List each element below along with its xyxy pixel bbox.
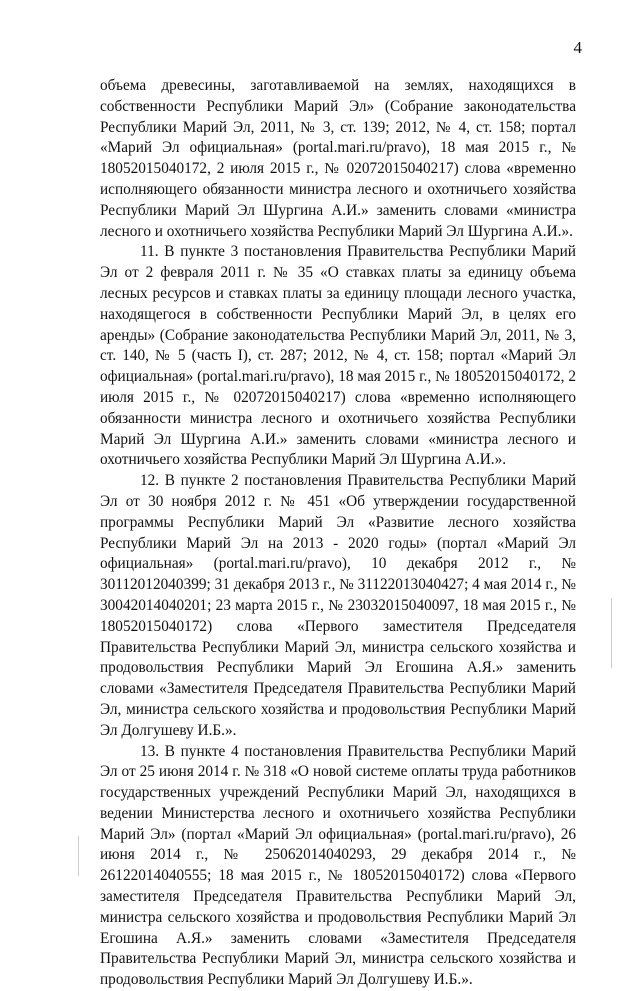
paragraph-continuation: объема древесины, заготавливаемой на землях, находящихся в собственности Республики Марий Эл» (Собрание законодательства Республики Марий Эл, 2011, № 3, ст. 139; 2012, № 4, ст. 158; портал «Марий Эл официальная» (portal.mari.ru/pravo), 18 мая 2015 г., № 18052015040172, 2 июля 2015 г., № 02072015040217) слова «временно исполняющего обязанности министра лесного и охотничьего хозяйства Республики Марий Эл Шургина А.И.» заменить словами «министра лесного и охотничьего хозяйства Республики Марий Эл Шургина А.И.».: [100, 76, 576, 242]
paragraph-item-11: 11. В пункте 3 постановления Правительства Республики Марий Эл от 2 февраля 2011 г. № 35 «О ставках платы за единицу объема лесных ресурсов и ставках платы за единицу площади лесного участка, находящегося в собственности Республики Марий Эл, в целях его аренды» (Собрание законодательства Республики Марий Эл, 2011, № 3, ст. 140, № 5 (часть I), ст. 287; 2012, № 4, ст. 158; портал «Марий Эл официальная» (portal.mari.ru/pravo), 18 мая 2015 г., № 18052015040172, 2 июля 2015 г., № 02072015040217) слова «временно исполняющего обязанности министра лесного и охотничьего хозяйства Республики Марий Эл Шургина А.И.» заменить словами «министра лесного и охотничьего хозяйства Республики Марий Эл Шургина А.И.».: [100, 242, 576, 471]
scan-artifact-left: [78, 836, 79, 876]
paragraph-item-12: 12. В пункте 2 постановления Правительства Республики Марий Эл от 30 ноября 2012 г. № 451 «Об утверждении государственной программы Республики Марий Эл «Развитие лесного хозяйства Республики Марий Эл на 2013 - 2020 годы» (портал «Марий Эл официальная» (portal.mari.ru/pravo), 10 декабря 2012 г., № 30112012040399; 31 декабря 2013 г., № 31122013040427; 4 мая 2014 г., № 30042014040201; 23 марта 2015 г., № 23032015040097, 18 мая 2015 г., № 18052015040172) слова «Первого заместителя Председателя Правительства Республики Марий Эл, министра сельского хозяйства и продовольствия Республики Марий Эл Егошина А.Я.» заменить словами «Заместителя Председателя Правительства Республики Марий Эл, министра сельского хозяйства и продовольствия Республики Марий Эл Долгушеву И.Б.».: [100, 471, 576, 741]
paragraph-item-13: 13. В пункте 4 постановления Правительства Республики Марий Эл от 25 июня 2014 г. № 318 «О новой системе оплаты труда работников государственных учреждений Республики Марий Эл, находящихся в ведении Министерства лесного и охотничьего хозяйства Республики Марий Эл» (портал «Марий Эл официальная» (portal.mari.ru/pravo), 26 июня 2014 г., № 25062014040293, 29 декабря 2014 г., № 26122014040555; 18 мая 2015 г., № 18052015040172) слова «Первого заместителя Председателя Правительства Республики Марий Эл, министра сельского хозяйства и продовольствия Республики Марий Эл Егошина А.Я.» заменить словами «Заместителя Председателя Правительства Республики Марий Эл, министра сельского хозяйства и продовольствия Республики Марий Эл Долгушеву И.Б.».: [100, 742, 576, 991]
document-body: [100, 76, 576, 991]
scan-artifact-right: [611, 598, 612, 668]
page-number: 4: [574, 38, 583, 58]
